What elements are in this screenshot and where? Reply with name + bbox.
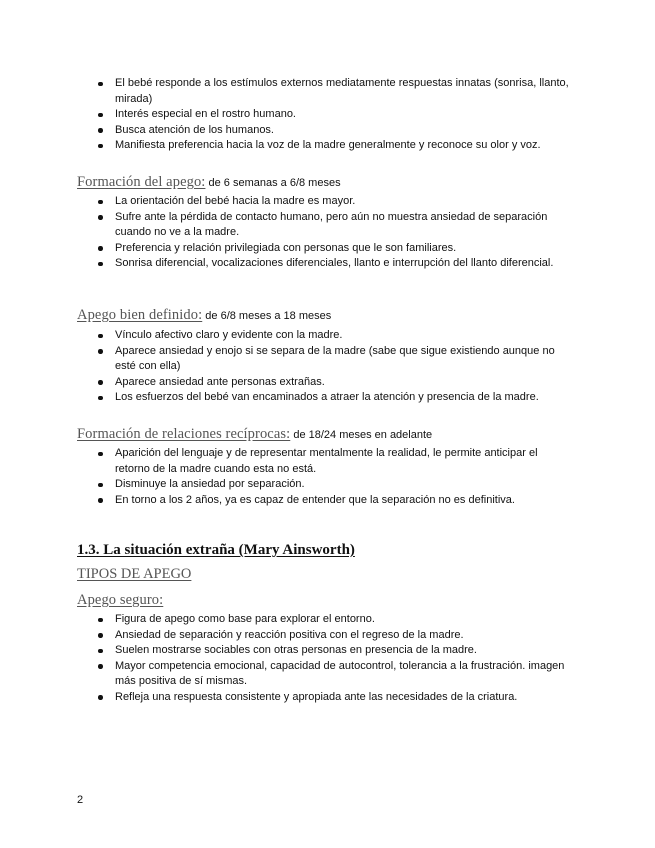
section-title: 1.3. La situación extraña (Mary Ainsworth) — [77, 542, 355, 558]
page-number: 2 — [77, 794, 84, 806]
list-item: Disminuye la ansiedad por separación. — [98, 477, 573, 493]
list-item: Interés especial en el rostro humano. — [98, 107, 573, 123]
heading-subtitle: de 18/24 meses en adelante — [290, 429, 433, 441]
relaciones-reciprocas-heading — [77, 426, 432, 443]
list-item: Sonrisa diferencial, vocalizaciones diferenciales, llanto e interrupción del llanto diferencial. — [98, 256, 573, 272]
apego-seguro-list — [98, 612, 573, 705]
apego-definido-list — [98, 328, 573, 406]
list-item: Sufre ante la pérdida de contacto humano, pero aún no muestra ansiedad de separación cuando no ve a la madre. — [98, 210, 573, 241]
heading-title: Formación del apego: — [77, 174, 206, 190]
apego-definido-heading — [77, 307, 331, 324]
formacion-apego-list — [98, 194, 573, 272]
heading-title: Apego seguro: — [77, 592, 164, 608]
list-item: En torno a los 2 años, ya es capaz de entender que la separación no es definitiva. — [98, 493, 573, 509]
formacion-apego-heading — [77, 174, 341, 191]
list-item: Mayor competencia emocional, capacidad de autocontrol, tolerancia a la frustración. imagen más positiva de sí mismas. — [98, 659, 573, 690]
heading-subtitle: de 6 semanas a 6/8 meses — [205, 177, 341, 189]
list-item: Aparece ansiedad ante personas extrañas. — [98, 375, 573, 391]
list-item: Ansiedad de separación y reacción positiva con el regreso de la madre. — [98, 628, 573, 644]
list-item: Figura de apego como base para explorar el entorno. — [98, 612, 573, 628]
intro-list — [98, 76, 573, 154]
types-title: TIPOS DE APEGO — [77, 566, 192, 582]
list-item: La orientación del bebé hacia la madre es mayor. — [98, 194, 573, 210]
list-item: Preferencia y relación privilegiada con personas que le son familiares. — [98, 241, 573, 257]
list-item: Refleja una respuesta consistente y apropiada ante las necesidades de la criatura. — [98, 690, 573, 706]
list-item: Busca atención de los humanos. — [98, 123, 573, 139]
heading-title: Apego bien definido: — [77, 307, 203, 323]
list-item: El bebé responde a los estímulos externos mediatamente respuestas innatas (sonrisa, llanto, mirada) — [98, 76, 573, 107]
list-item: Aparición del lenguaje y de representar mentalmente la realidad, le permite anticipar el retorno de la madre cuando esta no está. — [98, 446, 573, 477]
list-item: Aparece ansiedad y enojo si se separa de la madre (sabe que sigue existiendo aunque no esté con ella) — [98, 344, 573, 375]
list-item: Los esfuerzos del bebé van encaminados a atraer la atención y presencia de la madre. — [98, 390, 573, 406]
list-item: Vínculo afectivo claro y evidente con la madre. — [98, 328, 573, 344]
list-item: Manifiesta preferencia hacia la voz de la madre generalmente y reconoce su olor y voz. — [98, 138, 573, 154]
apego-seguro-heading — [77, 592, 163, 609]
relaciones-reciprocas-list — [98, 446, 573, 508]
heading-subtitle: de 6/8 meses a 18 meses — [202, 310, 332, 322]
list-item: Suelen mostrarse sociables con otras personas en presencia de la madre. — [98, 643, 573, 659]
heading-title: Formación de relaciones recíprocas: — [77, 426, 291, 442]
